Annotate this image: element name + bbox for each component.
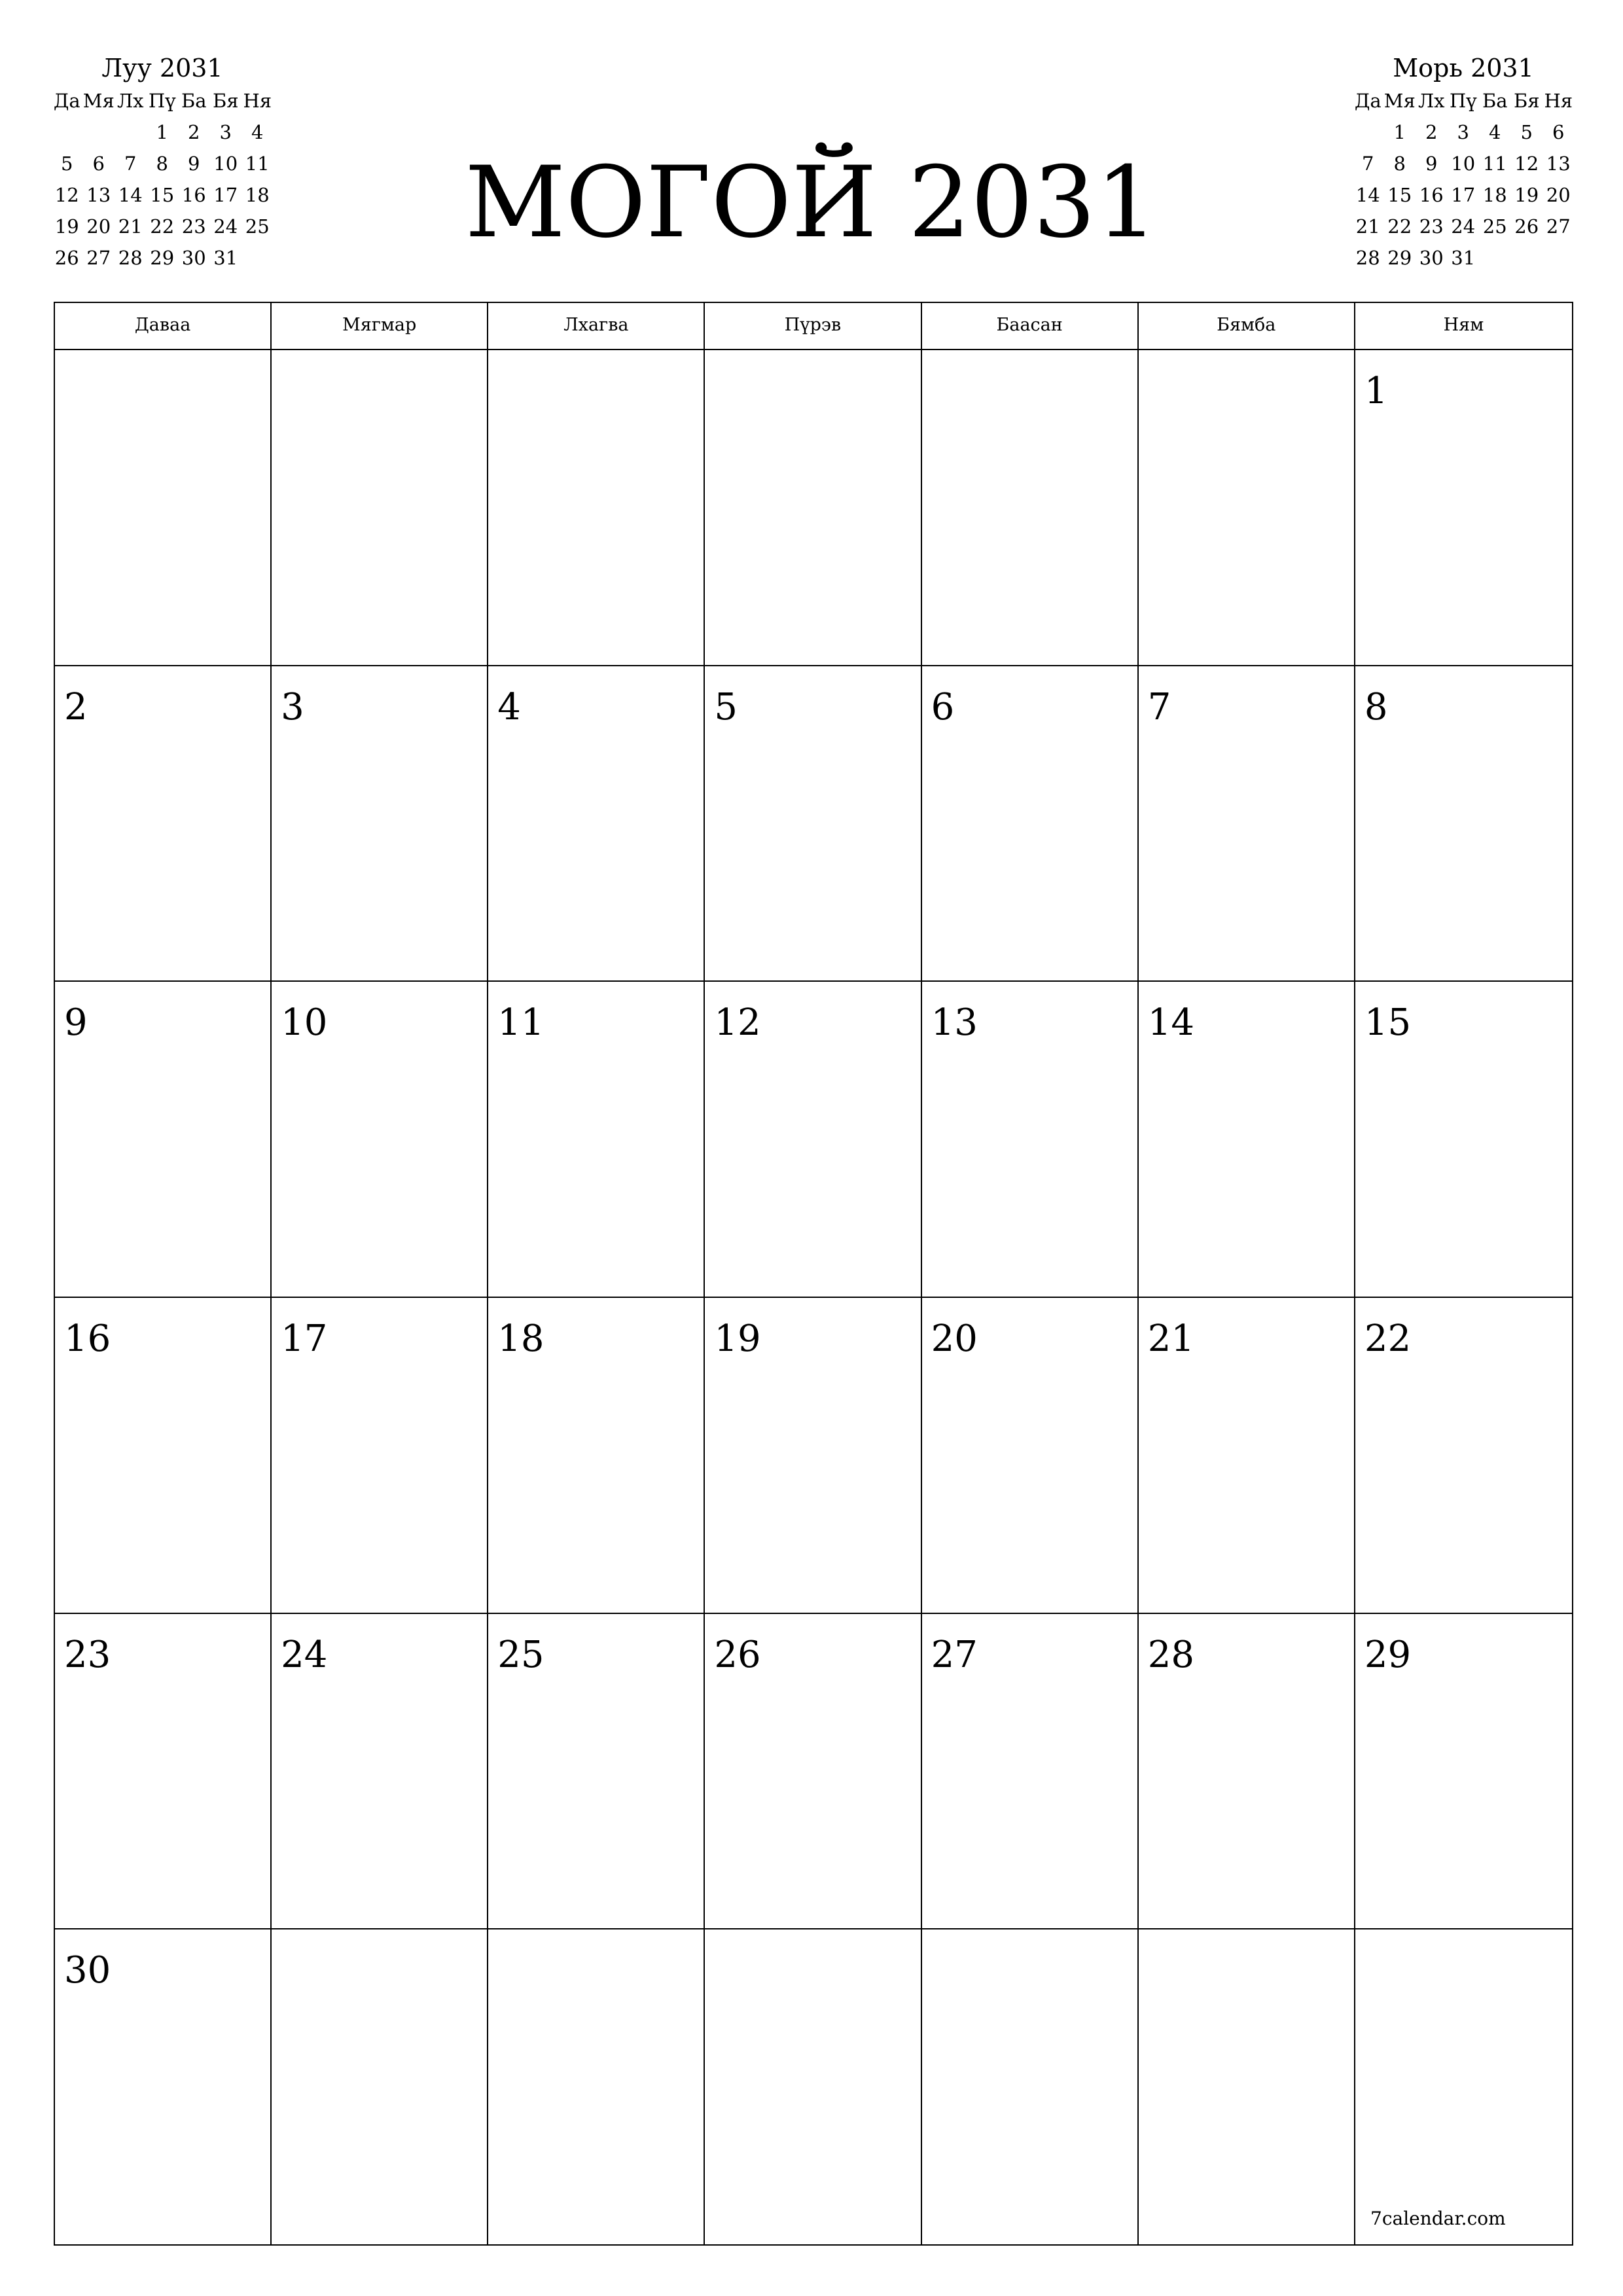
mini-day: 26	[54, 247, 79, 269]
mini-day: 27	[1546, 215, 1571, 238]
day-cell[interactable]	[1355, 1929, 1572, 2246]
prev-month-mini-calendar	[51, 51, 274, 274]
mini-day: 28	[1355, 247, 1380, 269]
weekday-header: Пүрэв	[705, 303, 921, 349]
footer-credit: 7calendar.com	[1370, 2208, 1506, 2229]
day-number: 13	[931, 1001, 978, 1045]
mini-day: 30	[181, 247, 206, 269]
weekday-header-row	[55, 303, 1572, 350]
weekday-header: Баасан	[922, 303, 1139, 349]
day-cell[interactable]	[1355, 666, 1572, 982]
mini-day: 18	[245, 184, 270, 206]
day-cell[interactable]	[272, 1929, 488, 2246]
day-number: 28	[1147, 1633, 1194, 1676]
mini-day: 19	[54, 215, 79, 238]
mini-day: 29	[150, 247, 175, 269]
mini-weekday-label: Да	[53, 90, 80, 112]
mini-weekday-label: Мя	[1383, 90, 1416, 112]
mini-weekday-label: Пү	[148, 90, 176, 112]
day-number: 7	[1147, 685, 1171, 728]
mini-weekday-label: Бя	[212, 90, 239, 112]
mini-day	[115, 117, 147, 148]
day-cell[interactable]	[272, 1298, 488, 1614]
day-number: 18	[497, 1317, 544, 1360]
mini-day: 6	[1552, 121, 1565, 143]
day-cell[interactable]	[1139, 1614, 1355, 1930]
mini-day: 18	[1482, 184, 1507, 206]
next-month-title: Морь 2031	[1393, 54, 1534, 82]
day-cell[interactable]	[705, 666, 921, 982]
day-cell[interactable]	[272, 1614, 488, 1930]
day-cell[interactable]	[488, 666, 705, 982]
mini-day: 16	[181, 184, 206, 206]
day-number: 29	[1364, 1633, 1412, 1676]
day-cell[interactable]	[705, 982, 921, 1298]
mini-day: 22	[150, 215, 175, 238]
mini-day: 16	[1419, 184, 1444, 206]
day-cell[interactable]	[1355, 982, 1572, 1298]
day-cell[interactable]	[1139, 1298, 1355, 1614]
day-number: 22	[1364, 1317, 1412, 1360]
mini-day: 1	[1393, 121, 1406, 143]
mini-day: 13	[86, 184, 111, 206]
mini-weekday-label: Пү	[1449, 90, 1477, 112]
mini-weekday-label: Лх	[1418, 90, 1445, 112]
weekday-header: Лхагва	[488, 303, 705, 349]
day-cell[interactable]	[55, 350, 272, 666]
day-number: 14	[1147, 1001, 1194, 1045]
day-number: 17	[281, 1317, 328, 1360]
day-cell[interactable]	[272, 350, 488, 666]
mini-day: 10	[213, 152, 238, 175]
prev-month-grid	[51, 85, 274, 274]
mini-day: 28	[118, 247, 143, 269]
day-number: 26	[714, 1633, 761, 1676]
day-number: 20	[931, 1317, 978, 1360]
day-cell[interactable]	[488, 350, 705, 666]
day-cell[interactable]	[55, 982, 272, 1298]
mini-day: 19	[1514, 184, 1539, 206]
mini-day: 15	[150, 184, 175, 206]
mini-day: 11	[1482, 152, 1507, 175]
mini-day: 17	[1451, 184, 1476, 206]
day-cell[interactable]	[922, 982, 1139, 1298]
day-number: 8	[1364, 685, 1388, 728]
day-cell[interactable]	[1139, 666, 1355, 982]
day-cell[interactable]	[488, 1298, 705, 1614]
day-number: 6	[931, 685, 955, 728]
mini-day: 27	[86, 247, 111, 269]
day-cell[interactable]	[705, 1614, 921, 1930]
next-month-grid	[1352, 85, 1575, 274]
day-cell[interactable]	[922, 1298, 1139, 1614]
mini-day: 3	[219, 121, 232, 143]
mini-day: 20	[86, 215, 111, 238]
mini-day: 31	[1451, 247, 1476, 269]
day-number: 2	[64, 685, 88, 728]
mini-weekday-label: Ба	[1482, 90, 1508, 112]
day-number: 12	[714, 1001, 761, 1045]
day-cell[interactable]	[55, 1614, 272, 1930]
day-number: 3	[281, 685, 304, 728]
mini-day: 8	[1393, 152, 1406, 175]
mini-day: 7	[1362, 152, 1374, 175]
mini-day: 22	[1387, 215, 1412, 238]
month-calendar-grid	[54, 302, 1573, 2246]
weekday-header: Мягмар	[272, 303, 488, 349]
mini-day: 21	[118, 215, 143, 238]
day-number: 21	[1147, 1317, 1194, 1360]
day-number: 19	[714, 1317, 761, 1360]
day-number: 10	[281, 1001, 328, 1045]
day-cell[interactable]	[922, 1614, 1139, 1930]
mini-day: 11	[245, 152, 270, 175]
mini-day: 10	[1451, 152, 1476, 175]
mini-day: 29	[1387, 247, 1412, 269]
day-cell[interactable]	[488, 1929, 705, 2246]
weeks-grid	[55, 350, 1572, 2246]
mini-day: 25	[1482, 215, 1507, 238]
day-number: 16	[64, 1317, 111, 1360]
day-number: 25	[497, 1633, 544, 1676]
day-number: 24	[281, 1633, 328, 1676]
mini-day: 23	[1419, 215, 1444, 238]
day-cell[interactable]	[272, 666, 488, 982]
day-cell[interactable]	[55, 666, 272, 982]
day-cell[interactable]	[1139, 350, 1355, 666]
mini-day: 30	[1419, 247, 1444, 269]
weekday-header: Ням	[1443, 315, 1484, 335]
mini-day: 17	[213, 184, 238, 206]
mini-day: 7	[124, 152, 137, 175]
mini-weekday-label: Бя	[1513, 90, 1540, 112]
mini-day: 20	[1546, 184, 1571, 206]
mini-day: 14	[118, 184, 143, 206]
mini-day	[1352, 117, 1384, 148]
mini-weekday-label: Да	[1354, 90, 1382, 112]
mini-day: 4	[1489, 121, 1501, 143]
mini-day: 26	[1514, 215, 1539, 238]
mini-day: 1	[156, 121, 168, 143]
day-cell[interactable]	[922, 350, 1139, 666]
mini-day: 9	[1425, 152, 1438, 175]
day-number: 30	[64, 1949, 111, 1992]
mini-day: 23	[181, 215, 206, 238]
mini-day: 14	[1355, 184, 1380, 206]
mini-weekday-label: Мя	[82, 90, 115, 112]
day-cell[interactable]	[1355, 1614, 1572, 1930]
prev-month-title: Луу 2031	[101, 54, 223, 82]
day-cell[interactable]	[1139, 1929, 1355, 2246]
day-number: 27	[931, 1633, 978, 1676]
mini-day: 5	[61, 152, 73, 175]
day-number: 5	[714, 685, 738, 728]
day-cell[interactable]	[488, 1614, 705, 1930]
mini-day: 3	[1457, 121, 1469, 143]
day-cell[interactable]	[922, 666, 1139, 982]
day-cell[interactable]	[1139, 982, 1355, 1298]
mini-day: 2	[1425, 121, 1438, 143]
weekday-header: Даваа	[55, 303, 272, 349]
mini-day: 31	[213, 247, 238, 269]
day-cell[interactable]	[272, 982, 488, 1298]
mini-day: 9	[188, 152, 200, 175]
weekday-header: Бямба	[1139, 303, 1355, 349]
mini-day: 6	[92, 152, 105, 175]
mini-day: 12	[1514, 152, 1539, 175]
mini-day: 5	[1520, 121, 1533, 143]
day-cell[interactable]	[705, 350, 921, 666]
mini-day: 25	[245, 215, 270, 238]
day-cell[interactable]	[705, 1298, 921, 1614]
day-number: 9	[64, 1001, 88, 1045]
day-cell[interactable]	[705, 1929, 921, 2246]
day-number: 11	[497, 1001, 544, 1045]
day-cell[interactable]	[55, 1298, 272, 1614]
day-cell[interactable]	[922, 1929, 1139, 2246]
mini-day	[51, 117, 83, 148]
day-cell[interactable]	[55, 1929, 272, 2246]
next-month-mini-calendar	[1352, 51, 1575, 274]
day-number: 23	[64, 1633, 111, 1676]
mini-weekday-label: Ба	[181, 90, 207, 112]
mini-weekday-label: Ня	[243, 90, 272, 112]
mini-day: 21	[1355, 215, 1380, 238]
mini-day: 15	[1387, 184, 1412, 206]
mini-day	[83, 117, 115, 148]
day-cell[interactable]	[1355, 1298, 1572, 1614]
mini-day: 13	[1546, 152, 1571, 175]
day-cell[interactable]	[488, 982, 705, 1298]
day-number: 4	[497, 685, 521, 728]
mini-day: 24	[1451, 215, 1476, 238]
mini-day: 8	[156, 152, 168, 175]
day-cell[interactable]	[1355, 350, 1572, 666]
day-number: 15	[1364, 1001, 1412, 1045]
page-title: МОГОЙ 2031	[465, 146, 1158, 260]
mini-weekday-label: Ня	[1544, 90, 1573, 112]
day-number: 1	[1364, 370, 1388, 412]
mini-day: 24	[213, 215, 238, 238]
mini-day: 2	[188, 121, 200, 143]
mini-weekday-label: Лх	[116, 90, 144, 112]
mini-day: 4	[251, 121, 264, 143]
mini-day: 12	[54, 184, 79, 206]
